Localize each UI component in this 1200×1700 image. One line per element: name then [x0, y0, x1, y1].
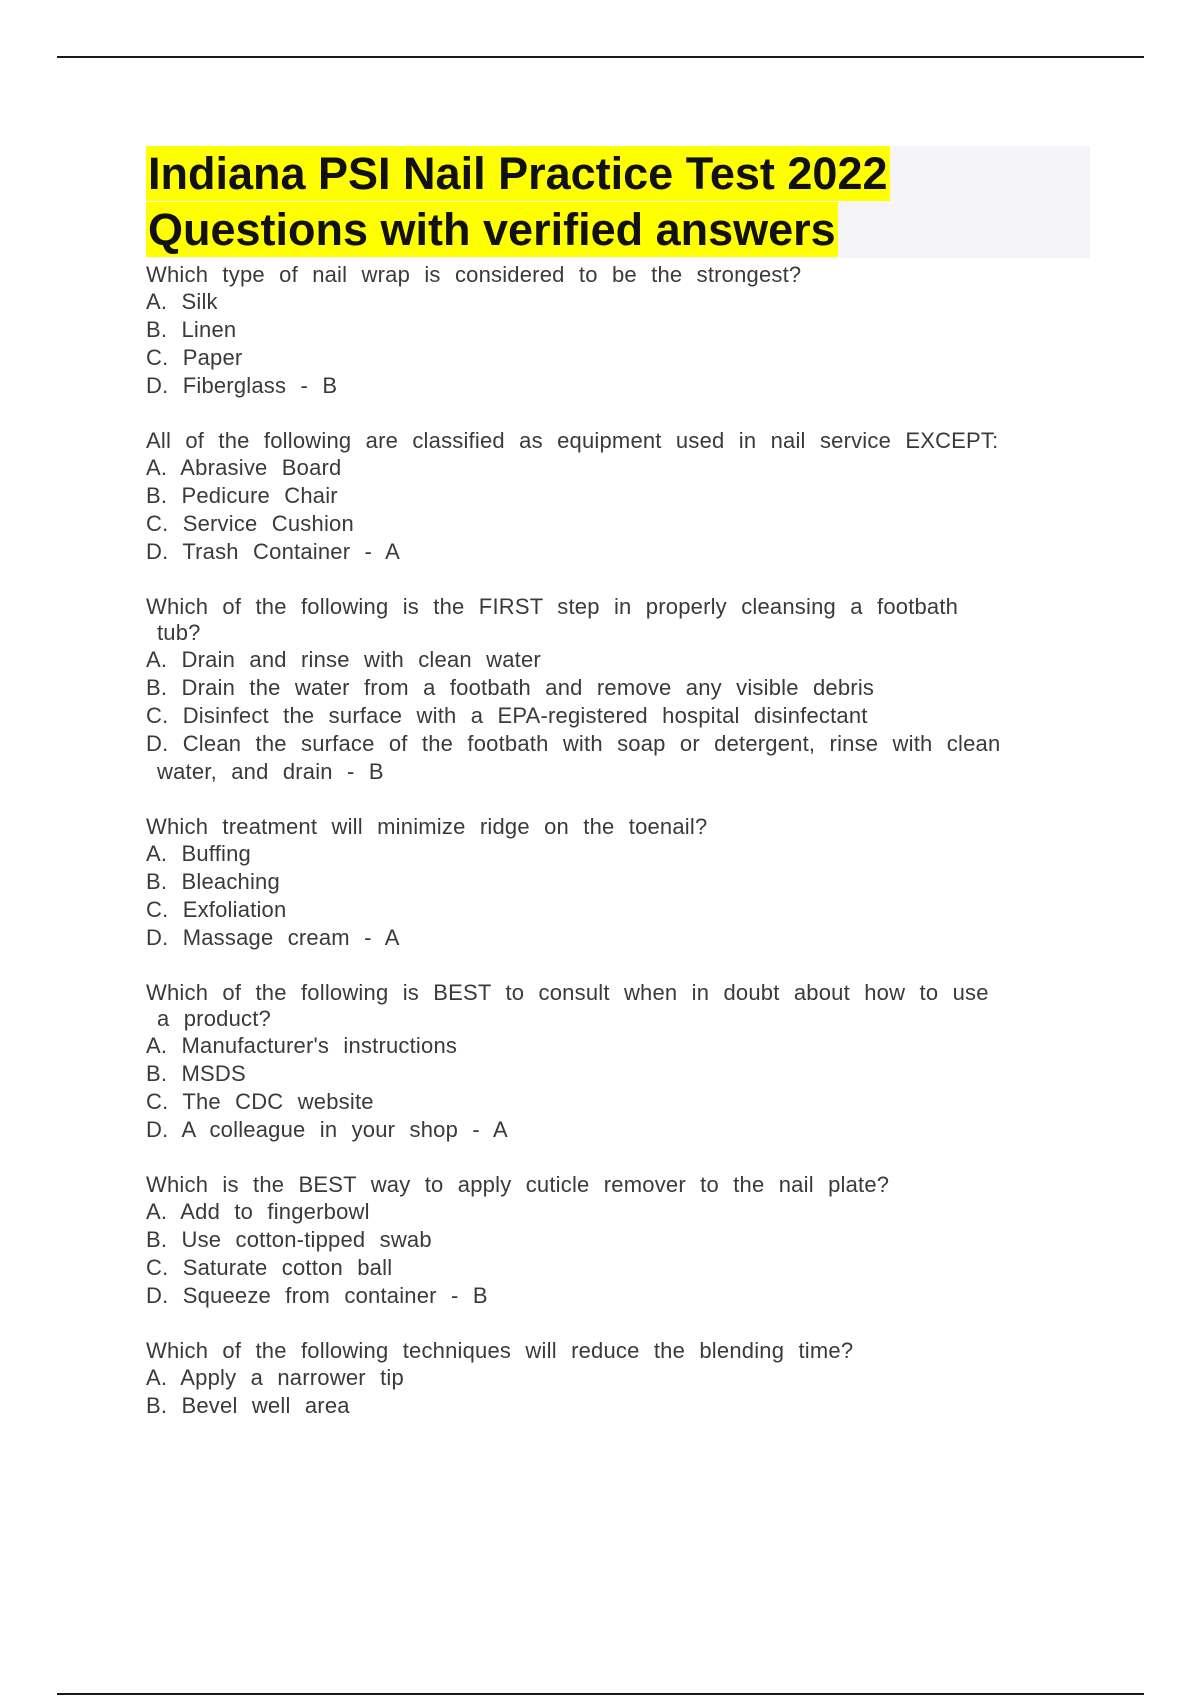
question-stem: All of the following are classified as equipment used in nail service EXCEPT: — [146, 428, 999, 453]
answer-option — [146, 1392, 1090, 1420]
answer-option — [146, 702, 1090, 730]
answer-option — [146, 372, 1090, 400]
document-body — [146, 146, 1090, 1448]
question-item — [146, 980, 1090, 1144]
answer-option — [146, 1364, 1090, 1392]
answer-option — [146, 896, 1090, 924]
question-item — [146, 262, 1090, 400]
answer-option-text: B. Bevel well area — [146, 1393, 350, 1418]
top-rule — [57, 56, 1144, 58]
answer-option-text: A. Apply a narrower tip — [146, 1365, 404, 1390]
title-line-1: Indiana PSI Nail Practice Test 2022 — [148, 148, 888, 199]
answer-option — [146, 454, 1090, 482]
answer-option — [146, 1116, 1090, 1144]
answer-option — [146, 288, 1090, 316]
answer-option — [146, 868, 1090, 896]
answer-option-text: B. MSDS — [146, 1061, 246, 1086]
answer-option-text: B. Pedicure Chair — [146, 483, 338, 508]
bottom-rule — [57, 1693, 1144, 1695]
answer-option-text: A. Add to fingerbowl — [146, 1199, 370, 1224]
answer-option — [146, 1282, 1090, 1310]
answer-option — [146, 1060, 1090, 1088]
answer-option-text: D. A colleague in your shop - A — [146, 1117, 508, 1142]
answer-option — [146, 840, 1090, 868]
question-item — [146, 594, 1090, 786]
answer-option-text: D. Clean the surface of the footbath with soap or detergent, rinse with clean — [146, 731, 1001, 756]
question-text — [146, 814, 1090, 840]
question-text — [146, 428, 1090, 454]
answer-option-text: A. Abrasive Board — [146, 455, 342, 480]
answer-option — [146, 316, 1090, 344]
answer-option — [146, 1254, 1090, 1282]
question-stem-continuation: a product? — [157, 1006, 271, 1031]
answer-option-text: B. Use cotton-tipped swab — [146, 1227, 432, 1252]
answer-option-text: A. Silk — [146, 289, 218, 314]
answer-option — [146, 482, 1090, 510]
answer-option — [146, 1198, 1090, 1226]
question-stem: Which treatment will minimize ridge on the toenail? — [146, 814, 708, 839]
question-item — [146, 428, 1090, 566]
question-stem: Which is the BEST way to apply cuticle remover to the nail plate? — [146, 1172, 890, 1197]
answer-option — [146, 924, 1090, 952]
answer-option-text: D. Fiberglass - B — [146, 373, 338, 398]
question-text — [146, 980, 1090, 1032]
question-item — [146, 1338, 1090, 1420]
answer-option-text: D. Trash Container - A — [146, 539, 401, 564]
question-stem: Which of the following is BEST to consult when in doubt about how to use — [146, 980, 989, 1005]
question-stem: Which of the following is the FIRST step in properly cleansing a footbath — [146, 594, 959, 619]
answer-option-text: D. Massage cream - A — [146, 925, 400, 950]
answer-option — [146, 344, 1090, 372]
answer-option-text: A. Manufacturer's instructions — [146, 1033, 458, 1058]
question-text — [146, 262, 1090, 288]
title-line-2: Questions with verified answers — [148, 204, 836, 255]
question-stem: Which type of nail wrap is considered to be the strongest? — [146, 262, 802, 287]
answer-option-text: B. Linen — [146, 317, 237, 342]
answer-option — [146, 1088, 1090, 1116]
answer-option — [146, 730, 1090, 786]
answer-option — [146, 510, 1090, 538]
answer-option-text: B. Drain the water from a footbath and remove any visible debris — [146, 675, 875, 700]
answer-option-continuation: water, and drain - B — [157, 759, 384, 784]
question-text — [146, 1338, 1090, 1364]
question-text — [146, 1172, 1090, 1198]
answer-option — [146, 538, 1090, 566]
answer-option-text: C. Paper — [146, 345, 243, 370]
question-stem-continuation: tub? — [157, 620, 201, 645]
question-item — [146, 814, 1090, 952]
answer-option-text: C. The CDC website — [146, 1089, 374, 1114]
answer-option — [146, 646, 1090, 674]
answer-option-text: C. Service Cushion — [146, 511, 354, 536]
answer-option — [146, 1226, 1090, 1254]
document-title — [146, 146, 1090, 258]
question-item — [146, 1172, 1090, 1310]
answer-option-text: B. Bleaching — [146, 869, 280, 894]
answer-option-text: D. Squeeze from container - B — [146, 1283, 488, 1308]
answer-option — [146, 1032, 1090, 1060]
answer-option-text: C. Saturate cotton ball — [146, 1255, 393, 1280]
answer-option-text: A. Drain and rinse with clean water — [146, 647, 541, 672]
question-stem: Which of the following techniques will reduce the blending time? — [146, 1338, 854, 1363]
question-text — [146, 594, 1090, 646]
answer-option — [146, 674, 1090, 702]
answer-option-text: C. Exfoliation — [146, 897, 287, 922]
question-list — [146, 262, 1090, 1420]
answer-option-text: C. Disinfect the surface with a EPA-registered hospital disinfectant — [146, 703, 868, 728]
answer-option-text: A. Buffing — [146, 841, 251, 866]
